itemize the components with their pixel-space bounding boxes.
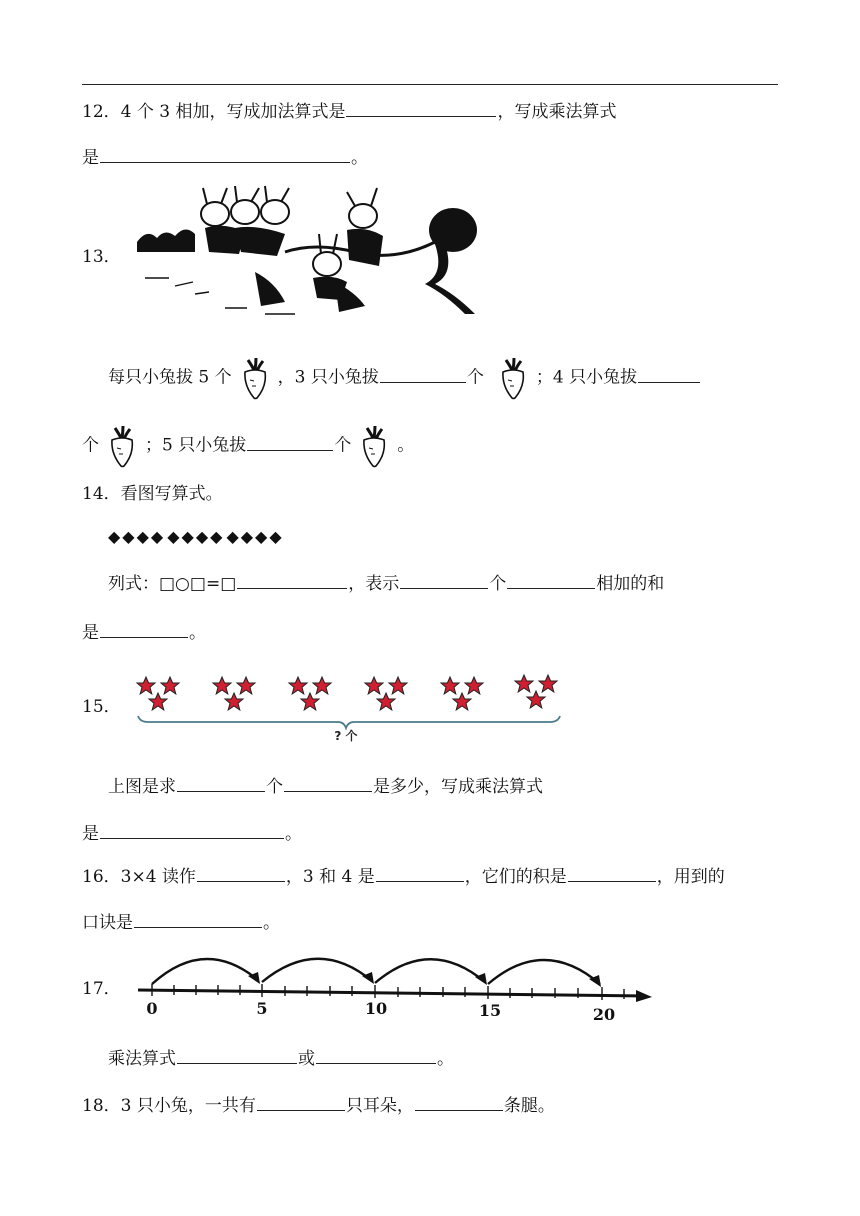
q12-line1 xyxy=(82,98,616,124)
answer-blank[interactable] xyxy=(568,863,656,882)
diamond-group: ◆◆◆◆ xyxy=(167,527,225,546)
stars-brace-picture xyxy=(132,672,564,744)
q14-text: 列式：□○□=□ xyxy=(108,574,237,594)
star-group xyxy=(441,677,483,710)
q17-number: 17． xyxy=(82,979,121,999)
q15-text: 。 xyxy=(285,824,302,844)
answer-blank[interactable] xyxy=(100,820,284,839)
q18-line1 xyxy=(82,1092,555,1118)
jump-arrowheads xyxy=(248,972,601,987)
diamond-group: ◆◆◆◆ xyxy=(108,527,166,546)
q16-text: 口诀是 xyxy=(82,913,133,933)
rabbits-pulling-radishes-picture xyxy=(135,182,485,324)
q13-line1 xyxy=(108,356,701,400)
q13-text: 个 xyxy=(466,367,484,388)
diamond-groups xyxy=(108,525,286,549)
q16-number: 16． xyxy=(82,867,121,887)
q12-text: 是 xyxy=(82,148,99,168)
q17-text: 乘法算式 xyxy=(108,1049,176,1069)
tick-label: 10 xyxy=(364,999,388,1018)
answer-blank[interactable] xyxy=(316,1045,436,1064)
answer-blank[interactable] xyxy=(237,570,347,589)
q13-text: 个 xyxy=(82,435,99,456)
q14-title: 看图写算式。 xyxy=(120,484,223,504)
radish-icon xyxy=(105,424,139,468)
star-group xyxy=(515,675,557,708)
number-line-jumps xyxy=(130,948,660,1028)
answer-blank[interactable] xyxy=(415,1092,503,1111)
q13-number: 13． xyxy=(82,247,121,267)
answer-blank[interactable] xyxy=(247,432,333,451)
q16-text: 3×4 读作 xyxy=(120,867,196,887)
tick-label: 15 xyxy=(478,1001,502,1020)
q14-text: 相加的和 xyxy=(596,574,665,594)
q15-text: 是多少，写成乘法算式 xyxy=(373,777,543,797)
star-group xyxy=(137,677,179,710)
jump-arcs xyxy=(152,959,600,984)
tick-label: 0 xyxy=(146,999,158,1018)
q13-text: ；5 只小兔拔 xyxy=(145,435,247,456)
q13-text: ；4 只小兔拔 xyxy=(535,367,638,388)
q18-text: 3 只小兔，一共有 xyxy=(120,1096,256,1116)
answer-blank[interactable] xyxy=(346,98,496,117)
tick-label: 5 xyxy=(256,999,268,1018)
q14-number: 14． xyxy=(82,484,121,504)
answer-blank[interactable] xyxy=(134,909,262,928)
q13-text: 每只小兔拔 5 个 xyxy=(108,367,232,388)
q16-text: ，用到的 xyxy=(656,867,725,887)
q16-line1 xyxy=(82,863,725,889)
diamond-group: ◆◆◆◆ xyxy=(226,527,284,546)
q12-text: 。 xyxy=(351,148,368,168)
q18-number: 18． xyxy=(82,1096,121,1116)
brace xyxy=(138,716,560,728)
radish-icon xyxy=(357,424,391,468)
q15-text: 上图是求 xyxy=(108,777,176,797)
q17-line1 xyxy=(108,1045,454,1071)
q14-text: 。 xyxy=(189,623,206,643)
q13-text: 个 xyxy=(334,435,352,456)
q18-text: 只耳朵， xyxy=(345,1096,414,1116)
q17-text: 或 xyxy=(298,1049,315,1069)
q14-line0 xyxy=(82,482,223,506)
number-line-axis xyxy=(138,990,642,996)
q17-text: 。 xyxy=(437,1049,454,1069)
q14-text: 个 xyxy=(489,574,507,594)
star-group xyxy=(365,677,407,710)
q13-line2 xyxy=(82,424,414,468)
answer-blank[interactable] xyxy=(380,364,466,383)
answer-blank[interactable] xyxy=(197,863,285,882)
brace-label: ? 个 xyxy=(334,729,358,743)
answer-blank[interactable] xyxy=(177,773,265,792)
q16-text: ，它们的积是 xyxy=(464,867,567,887)
q15-number: 15． xyxy=(82,697,121,717)
q18-text: 条腿。 xyxy=(503,1096,555,1116)
q14-line2 xyxy=(82,619,206,645)
tick-label: 20 xyxy=(592,1005,616,1024)
q15-text: 个 xyxy=(266,777,283,797)
radish-icon xyxy=(496,356,530,400)
q16-line2 xyxy=(82,909,280,935)
q15-line1 xyxy=(108,773,543,799)
q12-line2 xyxy=(82,144,368,170)
q15-text: 是 xyxy=(82,824,99,844)
radish-icon xyxy=(238,356,272,400)
q14-line1 xyxy=(108,570,664,596)
answer-blank[interactable] xyxy=(100,619,188,638)
q13-text: 。 xyxy=(397,435,415,456)
star-group xyxy=(289,677,331,710)
q16-text: 。 xyxy=(263,913,280,933)
q13-text: ，3 只小兔拔 xyxy=(277,367,379,388)
arrow-head-icon xyxy=(636,990,652,1002)
answer-blank[interactable] xyxy=(638,364,700,383)
q15-line2 xyxy=(82,820,302,846)
header-rule xyxy=(82,84,778,85)
answer-blank[interactable] xyxy=(400,570,488,589)
q16-text: ，3 和 4 是 xyxy=(285,867,375,887)
q14-text: ，表示 xyxy=(348,574,400,594)
answer-blank[interactable] xyxy=(177,1045,297,1064)
q14-text: 是 xyxy=(82,623,99,643)
star-group xyxy=(213,677,255,710)
answer-blank[interactable] xyxy=(507,570,595,589)
answer-blank[interactable] xyxy=(376,863,464,882)
answer-blank[interactable] xyxy=(284,773,372,792)
q12-text: 4 个 3 相加，写成加法算式是 xyxy=(120,102,346,122)
q12-number: 12． xyxy=(82,102,121,122)
answer-blank[interactable] xyxy=(100,144,350,163)
answer-blank[interactable] xyxy=(257,1092,345,1111)
q12-text: ，写成乘法算式 xyxy=(497,102,617,122)
